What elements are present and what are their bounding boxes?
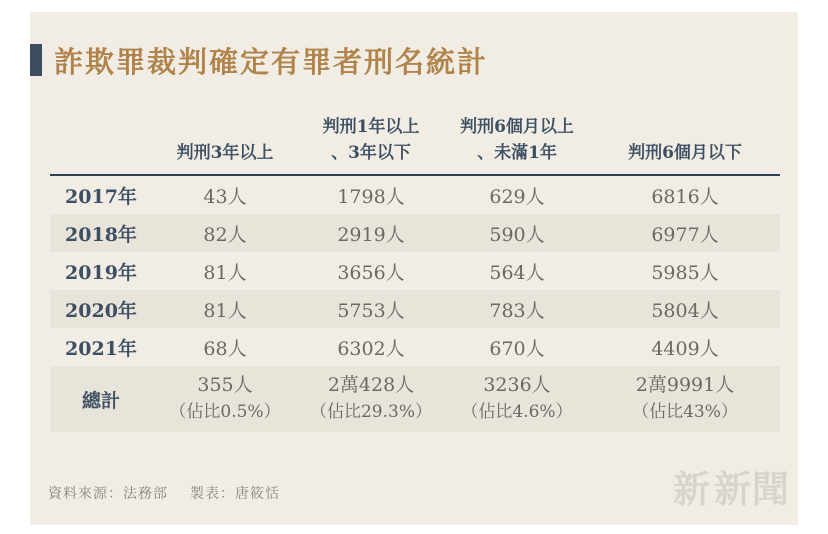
cell-value: 590人 (489, 223, 545, 246)
column-header-line: 判刑6個月以上 (460, 117, 574, 137)
column-header-line: 判刑1年以上 (322, 117, 420, 137)
cell-total (444, 372, 590, 426)
stats-table (50, 106, 780, 432)
column-header-year (50, 106, 152, 166)
cell-value: 6977人 (651, 223, 719, 246)
cell-value: 629人 (489, 185, 545, 208)
cell-value: 6302人 (337, 337, 405, 360)
table-row-2020 (50, 290, 780, 328)
page-title: 詐欺罪裁判確定有罪者刑名統計 (54, 44, 489, 79)
title-accent-bar (30, 44, 42, 76)
cell-value: 43人 (203, 185, 247, 208)
row-year-label: 2021年 (65, 337, 137, 360)
column-header-line: 、3年以下 (331, 143, 411, 163)
row-year-label: 2019年 (65, 261, 137, 284)
total-row-label: 總計 (81, 389, 120, 412)
cell-value: 670人 (489, 337, 545, 360)
total-share: （佔比43%） (632, 402, 738, 422)
total-count: 2萬428人 (327, 374, 415, 396)
table-header-row (50, 106, 780, 176)
column-header-1y-to-3y (298, 106, 444, 166)
row-year-label: 2017年 (65, 185, 137, 208)
cell-total (152, 372, 298, 426)
footer-attribution (48, 483, 280, 503)
total-share: （佔比4.6%） (461, 402, 573, 422)
cell-value: 81人 (203, 299, 247, 322)
table-row-2019 (50, 252, 780, 290)
column-header-over-3y (152, 106, 298, 166)
cell-value: 564人 (489, 261, 545, 284)
cell-value: 82人 (203, 223, 247, 246)
credit-label: 製表：唐筱恬 (190, 486, 280, 502)
cell-value: 68人 (203, 337, 247, 360)
column-header-line: 判刑3年以上 (176, 143, 274, 163)
cell-value: 3656人 (337, 261, 405, 284)
total-count: 355人 (197, 374, 253, 396)
cell-value: 6816人 (651, 185, 719, 208)
cell-value: 1798人 (337, 185, 405, 208)
table-row-2021 (50, 328, 780, 366)
total-share: （佔比29.3%） (309, 402, 432, 422)
chart-card (30, 12, 798, 525)
cell-total (298, 372, 444, 426)
data-source-label: 資料來源：法務部 (48, 486, 168, 502)
cell-value: 2919人 (337, 223, 405, 246)
cell-value: 783人 (489, 299, 545, 322)
cell-value: 4409人 (651, 337, 719, 360)
total-count: 3236人 (483, 374, 551, 396)
column-header-line: 、未滿1年 (477, 143, 557, 163)
publisher-logo: 新新聞 (673, 467, 790, 511)
cell-value: 5804人 (651, 299, 719, 322)
column-header-under-6m (590, 106, 780, 166)
total-count: 2萬9991人 (635, 374, 735, 396)
column-header-6m-to-1y (444, 106, 590, 166)
table-row-2017 (50, 176, 780, 214)
row-year-label: 2018年 (65, 223, 137, 246)
cell-total (590, 372, 780, 426)
title-block (30, 42, 798, 78)
column-header-line: 判刑6個月以下 (628, 143, 742, 163)
table-row-2018 (50, 214, 780, 252)
cell-value: 81人 (203, 261, 247, 284)
table-row-total (50, 366, 780, 432)
cell-value: 5985人 (651, 261, 719, 284)
total-share: （佔比0.5%） (169, 402, 281, 422)
row-year-label: 2020年 (65, 299, 137, 322)
cell-value: 5753人 (337, 299, 405, 322)
